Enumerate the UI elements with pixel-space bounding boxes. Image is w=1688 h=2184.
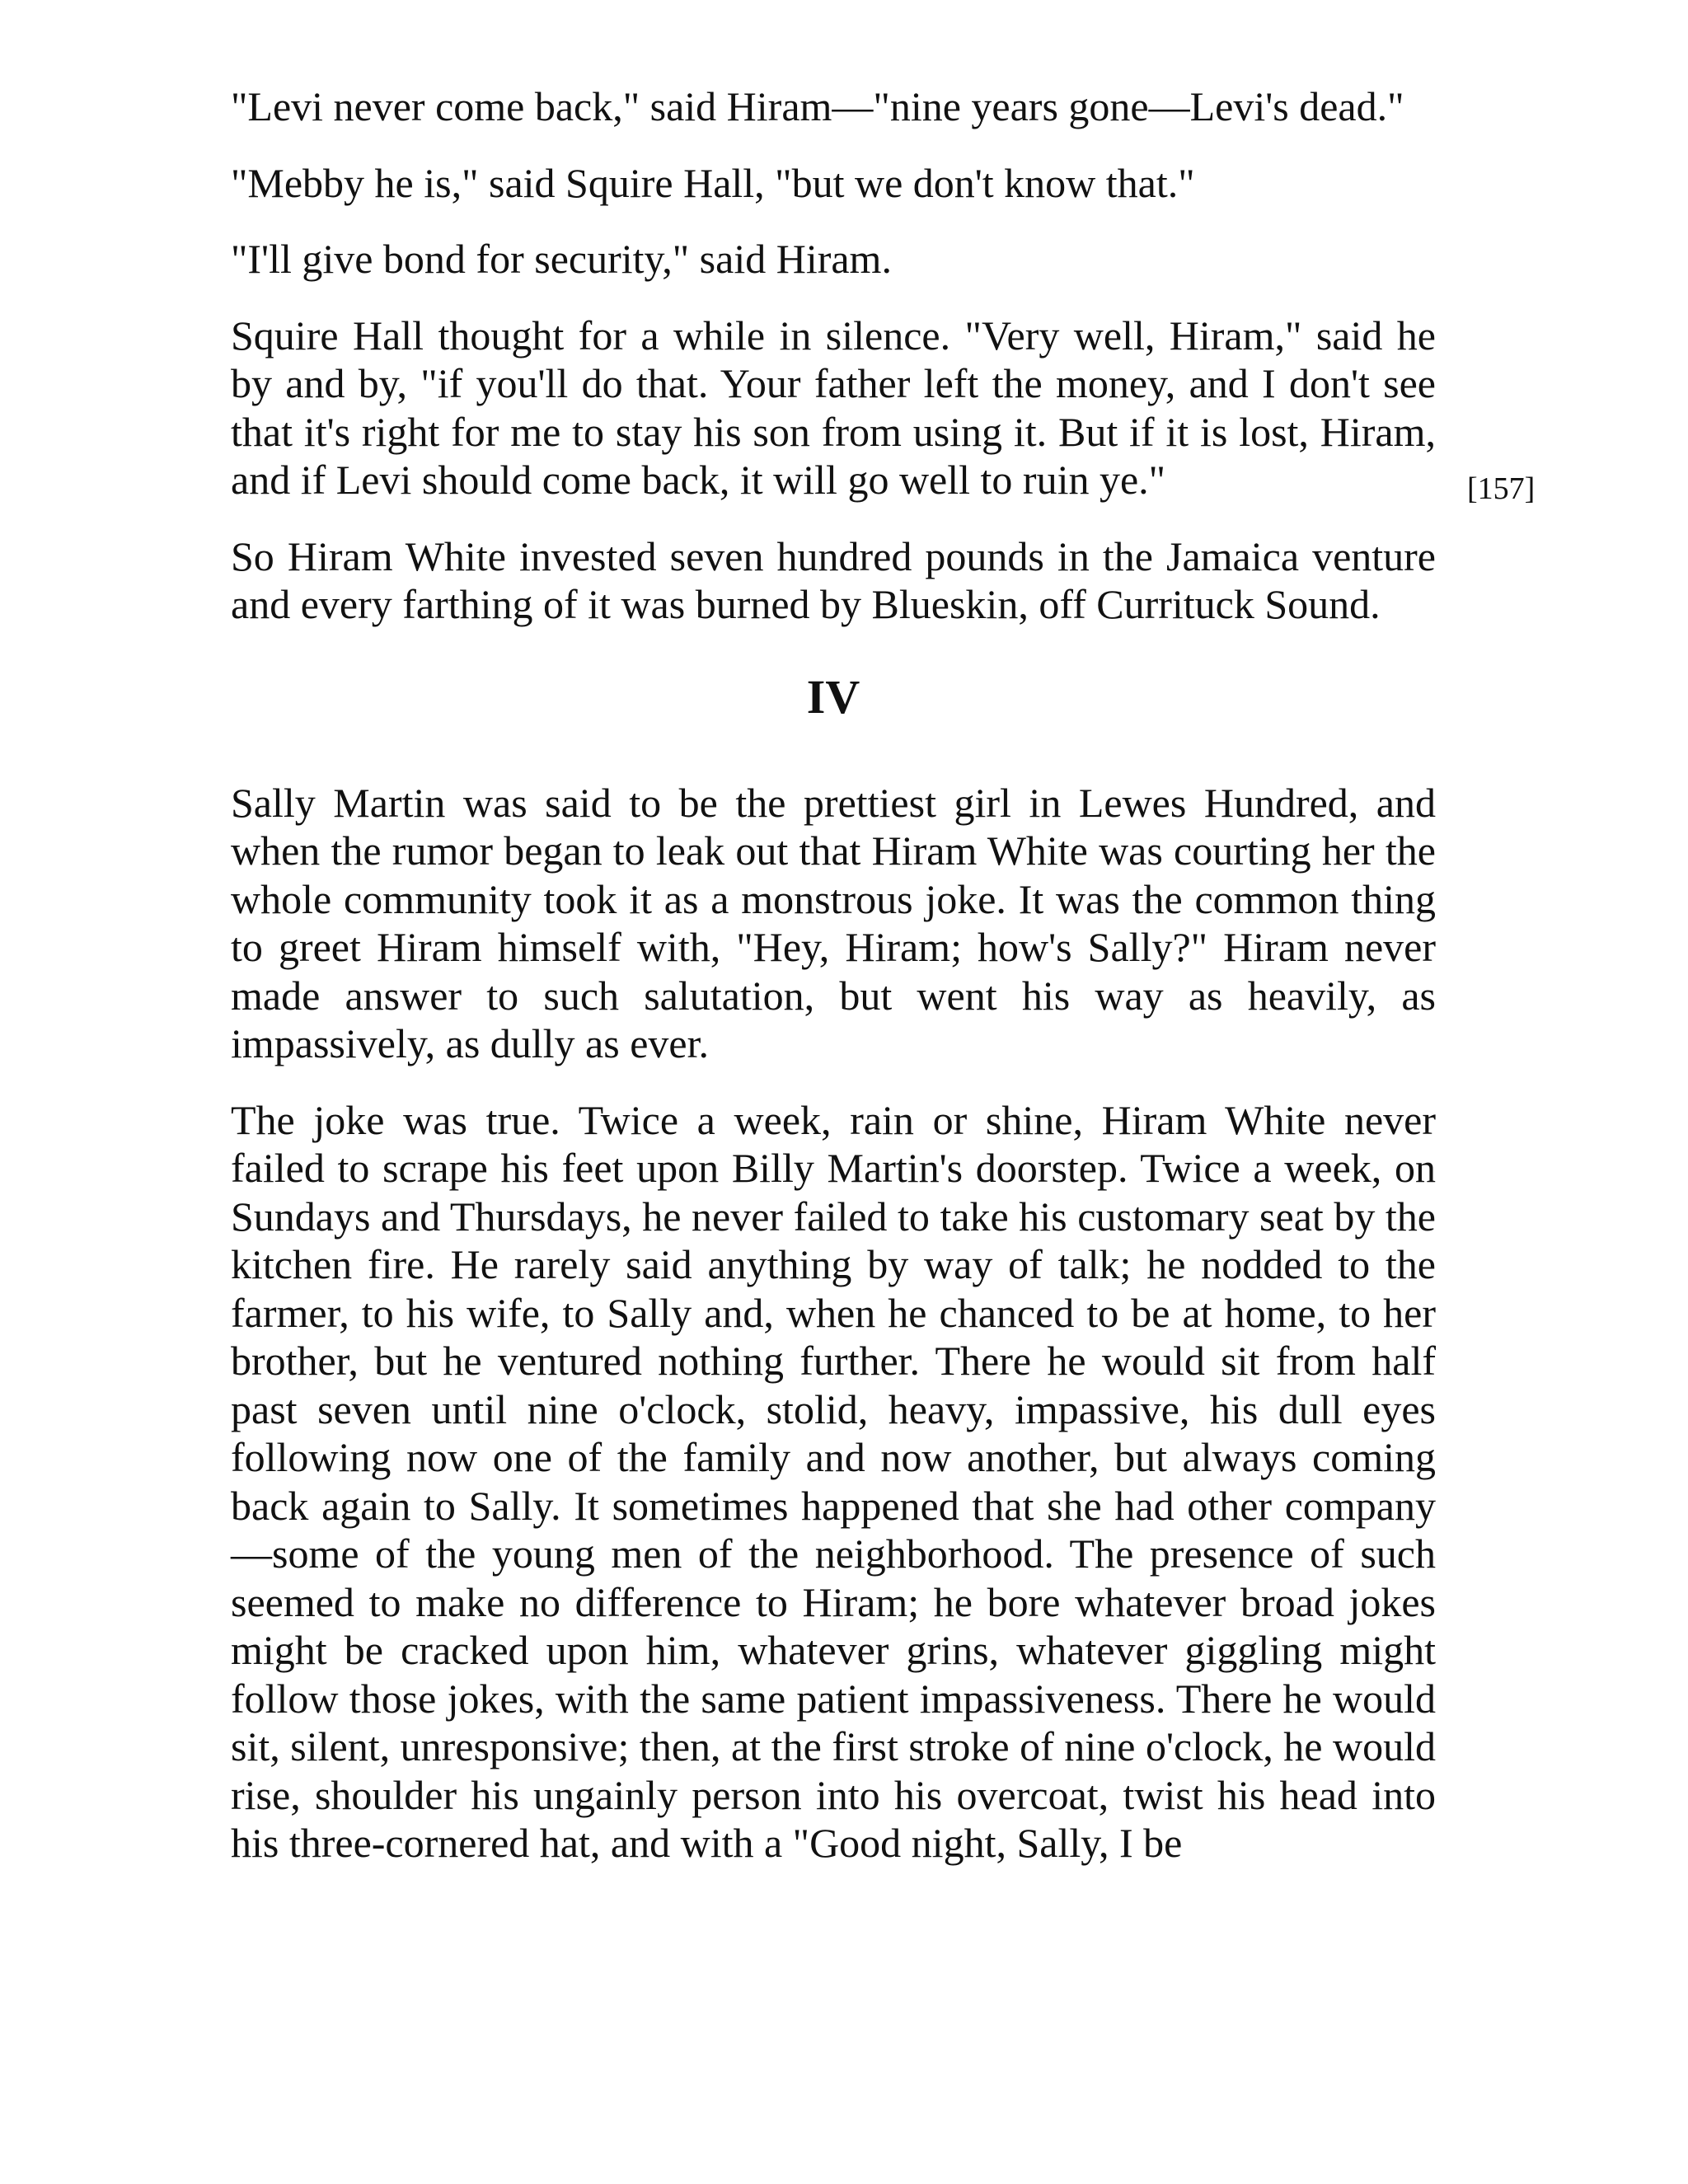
page-body: [231, 82, 1436, 1868]
paragraph: The joke was true. Twice a week, rain or shine, Hiram White never failed to scrape his feet upon Billy Martin's doorstep. Twice a week, on Sundays and Thursdays, he never failed to take his customary seat by the kitchen fire. He rarely said anything by way of talk; he nodded to the farmer, to his wife, to Sally and, when he chanced to be at home, to her brother, but he ventured nothing further. There he would sit from half past seven until nine o'clock, stolid, heavy, impassive, his dull eyes following now one of the family and now another, but always coming back again to Sally. It sometimes happened that she had other company—some of the young men of the neighborhood. The presence of such seemed to make no difference to Hiram; he bore whatever broad jokes might be cracked upon him, whatever grins, whatever giggling might follow those jokes, with the same patient impassiveness. There he would sit, silent, unresponsive; then, at the first stroke of nine o'clock, he would rise, shoulder his ungainly person into his overcoat, twist his head into his three-cornered hat, and with a "Good night, Sally, I be: [231, 1096, 1436, 1866]
paragraph: Sally Martin was said to be the prettiest girl in Lewes Hundred, and when the rumor began to leak out that Hiram White was courting her the whole community took it as a monstrous joke. It was the common thing to greet Hiram himself with, "Hey, Hiram; how's Sally?" Hiram never made answer to such salutation, but went his way as heavily, as impassively, as dully as ever.: [231, 779, 1436, 1066]
paragraph: "Mebby he is," said Squire Hall, "but we don't know that.": [231, 159, 1195, 206]
paragraph: "Levi never come back," said Hiram—"nine years gone—Levi's dead.": [231, 83, 1404, 129]
section-heading: IV: [806, 669, 860, 724]
paragraph: So Hiram White invested seven hundred pounds in the Jamaica venture and every farthing of it was burned by Blueskin, off Currituck Sound.: [231, 532, 1436, 627]
paragraph: Squire Hall thought for a while in silence. "Very well, Hiram," said he by and by, "if you'll do that. Your father left the money, and I don't see that it's right for me to stay his son from using it. But if it is lost, Hiram, and if Levi should come back, it will go well to ruin ye.": [231, 312, 1436, 503]
page-number: [157]: [1467, 471, 1536, 506]
paragraph: "I'll give bond for security," said Hiram.: [231, 236, 892, 282]
